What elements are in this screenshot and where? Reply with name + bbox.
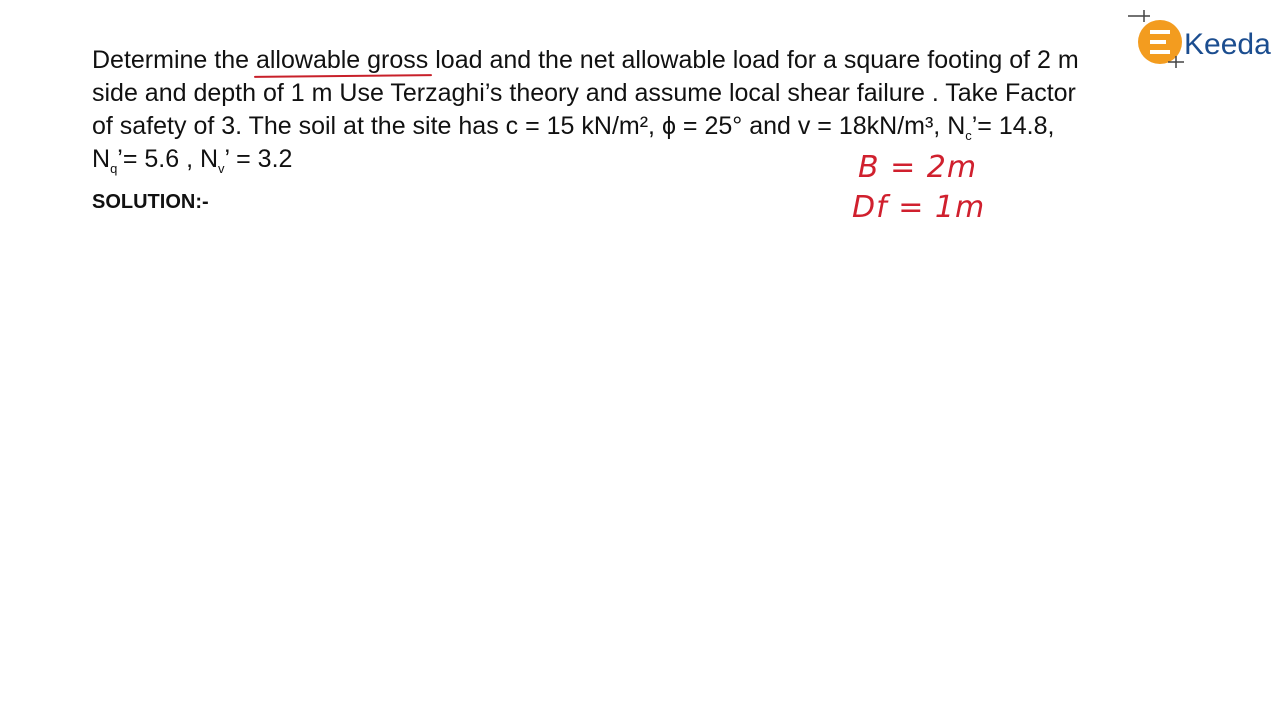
problem-text: load and the net allowable load for a square footing of 2 m (428, 46, 1079, 74)
problem-text: ’= 14.8, (971, 112, 1055, 140)
problem-text: of safety of 3. The soil at the site has c = 15 kN/m², ϕ = 25° and v = 18kN/m³, N (92, 112, 966, 140)
problem-text: N (92, 145, 111, 173)
problem-text: ’ = 3.2 (224, 145, 293, 173)
underlined-phrase: allowable gross (255, 46, 429, 74)
problem-line-4 (92, 143, 1172, 176)
handwritten-note-depth: Df = 1m (852, 190, 986, 225)
logo-wordmark: Keeda (1184, 28, 1271, 61)
problem-line-1 (92, 44, 1172, 77)
problem-text: ’= 5.6 , N (117, 145, 219, 173)
subscript: c (965, 128, 972, 143)
problem-line-3 (92, 110, 1172, 143)
handwritten-note-width: B = 2m (858, 150, 978, 185)
subscript: v (218, 161, 225, 176)
subscript: q (110, 161, 118, 176)
problem-line-2: side and depth of 1 m Use Terzaghi’s theory and assume local shear failure . Take Factor (92, 79, 1076, 107)
solution-label: SOLUTION:- (92, 191, 209, 213)
problem-statement (92, 44, 1172, 176)
problem-text: Determine the (92, 46, 256, 74)
